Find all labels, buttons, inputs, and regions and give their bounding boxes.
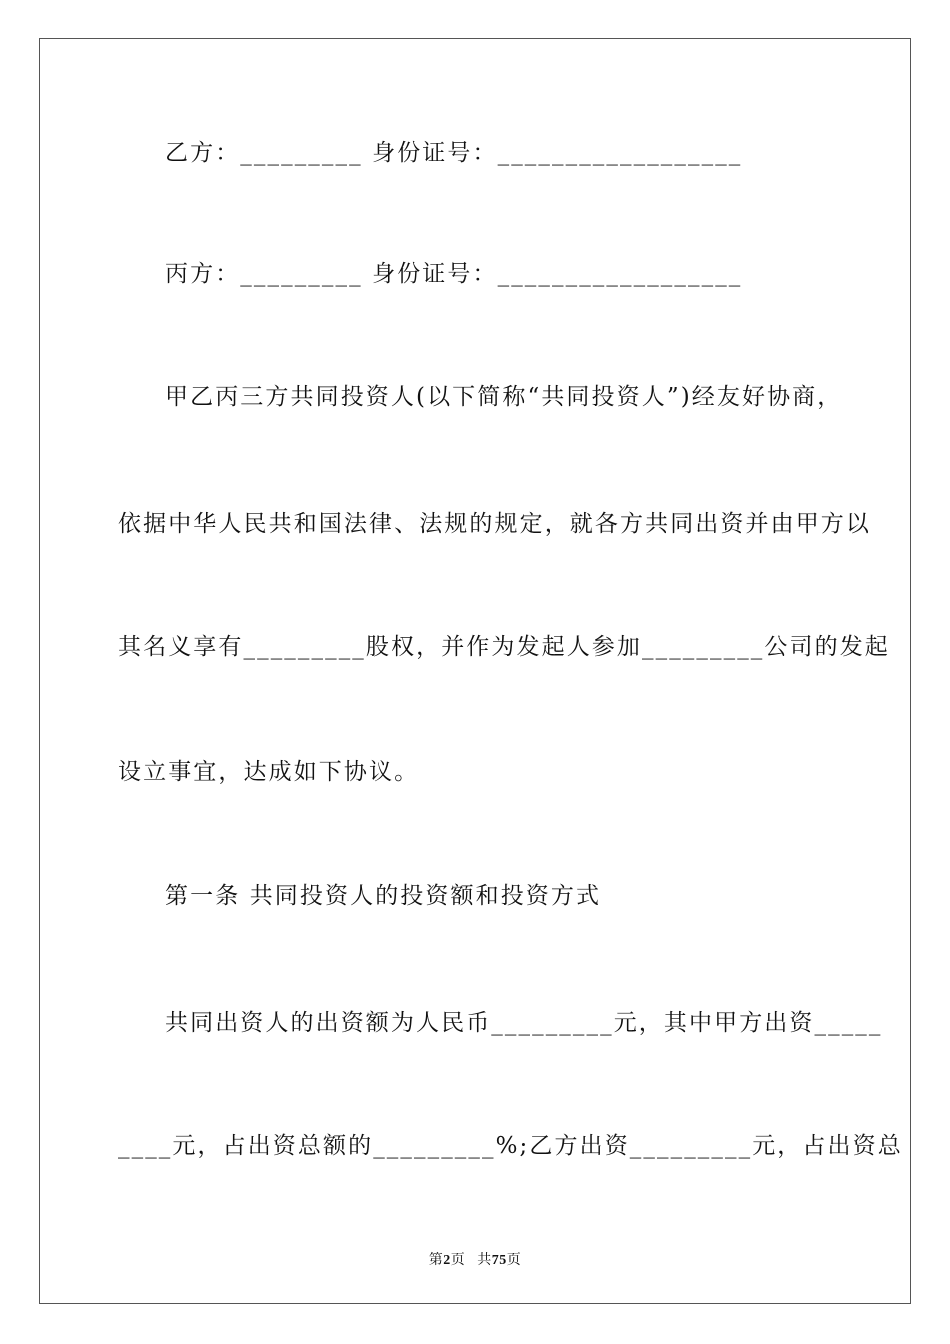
page-frame	[39, 38, 911, 1304]
total-pages: 75	[491, 1253, 507, 1268]
article-body-line-1: 共同出资人的出资额为人民币_________元，其中甲方出资_____	[165, 1010, 883, 1036]
paragraph-line-1: 甲乙丙三方共同投资人(以下简称“共同投资人”)经友好协商，	[165, 384, 843, 410]
paragraph-line-2: 依据中华人民共和国法律、法规的规定，就各方共同出资并由甲方以	[118, 511, 871, 537]
page-footer	[0, 1249, 950, 1269]
page-prefix: 第	[428, 1253, 444, 1268]
article-heading: 第一条 共同投资人的投资额和投资方式	[165, 883, 602, 909]
paragraph-line-3: 其名义享有_________股权，并作为发起人参加_________公司的发起	[118, 634, 890, 660]
page-suffix: 页	[450, 1253, 466, 1268]
party-b-line: 乙方：_________ 身份证号：__________________	[165, 140, 743, 166]
total-prefix: 共	[477, 1253, 492, 1268]
party-c-line: 丙方：_________ 身份证号：__________________	[165, 261, 743, 287]
paragraph-line-4: 设立事宜，达成如下协议。	[118, 759, 420, 785]
article-body-line-2: ____元，占出资总额的_________%;乙方出资_________元，占出资总	[118, 1133, 903, 1159]
page-number: 2	[443, 1253, 451, 1268]
total-suffix: 页	[506, 1253, 522, 1268]
